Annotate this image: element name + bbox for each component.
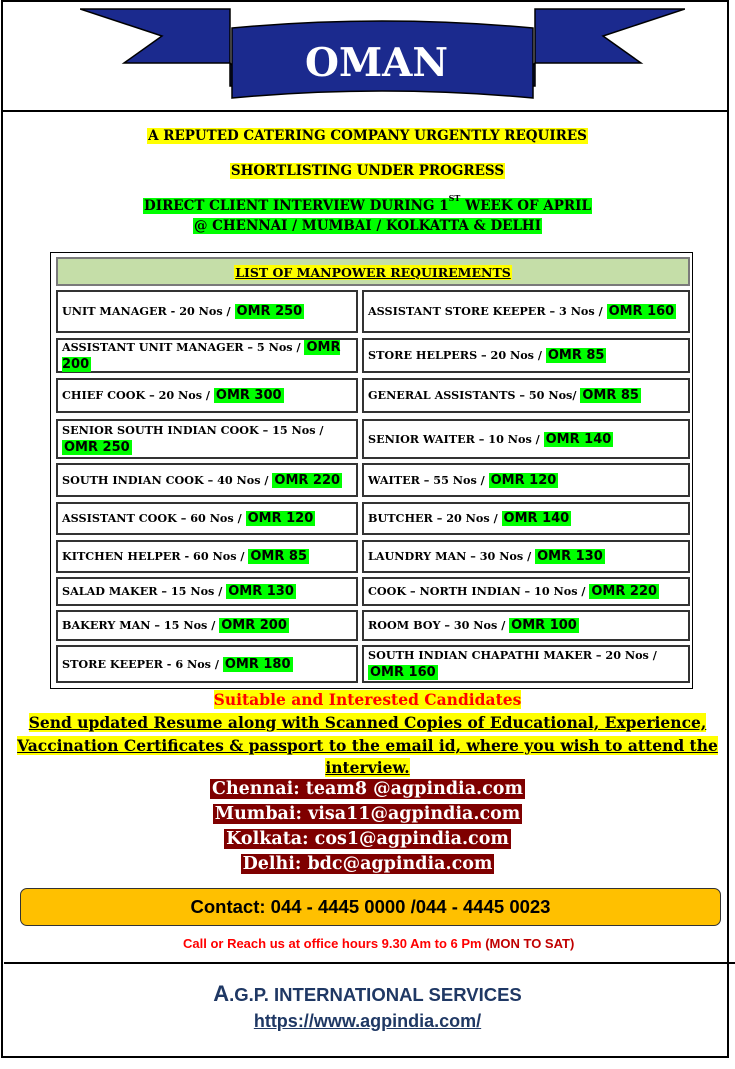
salary-badge: OMR 85 [250, 549, 307, 564]
role-label: STORE HELPERS – 20 Nos / [368, 348, 546, 362]
table-cell [362, 378, 690, 413]
salary-badge: OMR 160 [370, 665, 436, 680]
table-cell [56, 338, 358, 373]
table-cell [56, 463, 358, 497]
headline-1: A REPUTED CATERING COMPANY URGENTLY REQUIRES [148, 128, 587, 144]
instructions-line-3: interview. [325, 758, 410, 777]
cell-content [368, 583, 659, 600]
salary-badge: OMR 250 [236, 304, 303, 319]
cell-content [62, 339, 352, 373]
table-cell [362, 338, 690, 373]
salary-badge: OMR 250 [64, 440, 130, 455]
cell-content [368, 617, 579, 634]
cell-content [62, 583, 296, 600]
role-label: BUTCHER – 20 Nos / [368, 511, 502, 525]
cell-content [62, 387, 284, 404]
email-kolkata: Kolkata: cos1@agpindia.com [226, 829, 509, 849]
role-label: SALAD MAKER – 15 Nos / [62, 584, 227, 598]
salary-badge: OMR 200 [62, 339, 341, 372]
cell-content [62, 656, 293, 673]
cell-content [62, 422, 352, 456]
table-cell [56, 419, 358, 459]
cell-content [368, 387, 641, 404]
office-hours: Call or Reach us at office hours 9.30 Am to 6 Pm (MON TO SAT) [183, 936, 575, 951]
salary-badge: OMR 85 [582, 388, 639, 403]
role-label: UNIT MANAGER - 20 Nos / [62, 304, 235, 318]
role-label: BAKERY MAN – 15 Nos / [62, 618, 220, 632]
cell-content [368, 548, 605, 565]
table-cell [362, 577, 690, 606]
website-link[interactable]: https://www.agpindia.com/ [253, 1011, 482, 1031]
table-cell [56, 645, 358, 683]
salary-badge: OMR 140 [545, 431, 612, 447]
salary-badge: OMR 160 [608, 304, 675, 319]
banner-title: OMAN [304, 40, 449, 86]
role-label: ASSISTANT COOK – 60 Nos / [62, 511, 246, 525]
cell-content [62, 548, 309, 565]
headline-3: DIRECT CLIENT INTERVIEW DURING 1ST WEEK OF APRIL [144, 193, 591, 214]
table-cell [362, 419, 690, 459]
cell-content [368, 510, 571, 527]
email-delhi: Delhi: bdc@agpindia.com [242, 854, 493, 874]
table-cell [56, 577, 358, 606]
bottom-divider [4, 962, 735, 964]
contact-box: Contact: 044 - 4445 0000 /044 - 4445 0023 [20, 888, 721, 926]
salary-badge: OMR 120 [490, 472, 557, 488]
cell-content [368, 647, 684, 681]
top-divider [1, 110, 729, 112]
instructions-line-2: Vaccination Certificates & passport to the email id, where you wish to attend the [17, 736, 718, 755]
role-label: SOUTH INDIAN COOK – 40 Nos / [62, 472, 273, 487]
table-cell [56, 378, 358, 413]
table-heading: LIST OF MANPOWER REQUIREMENTS [56, 257, 690, 286]
email-mumbai: Mumbai: visa11@agpindia.com [214, 804, 521, 824]
cell-content [368, 472, 558, 489]
role-label: SENIOR SOUTH INDIAN COOK – 15 Nos / [62, 423, 324, 437]
salary-badge: OMR 140 [503, 511, 570, 526]
role-label: KITCHEN HELPER - 60 Nos / [62, 549, 249, 563]
headline-2: SHORTLISTING UNDER PROGRESS [230, 163, 505, 179]
table-cell [362, 290, 690, 333]
cell-content [368, 303, 676, 320]
cell-content [62, 510, 315, 527]
salary-badge: OMR 220 [274, 472, 341, 488]
candidates-heading: Suitable and Interested Candidates [213, 690, 522, 709]
cell-content [368, 347, 606, 364]
role-label: CHIEF COOK – 20 Nos / [62, 388, 214, 402]
role-label: SOUTH INDIAN CHAPATHI MAKER – 20 Nos / [368, 648, 657, 662]
cell-content [62, 472, 342, 489]
salary-badge: OMR 85 [547, 348, 605, 363]
table-cell [362, 645, 690, 683]
company-name: A.G.P. INTERNATIONAL SERVICES [213, 981, 522, 1006]
table-cell [56, 290, 358, 333]
role-label: STORE KEEPER - 6 Nos / [62, 656, 223, 671]
table-cell [362, 463, 690, 497]
role-label: COOK – NORTH INDIAN – 10 Nos / [368, 584, 590, 598]
table-cell [56, 502, 358, 535]
table-cell [362, 610, 690, 641]
salary-badge: OMR 220 [591, 584, 658, 599]
email-chennai: Chennai: team8 @agpindia.com [212, 779, 523, 799]
salary-badge: OMR 180 [224, 656, 291, 672]
role-label: ASSISTANT STORE KEEPER – 3 Nos / [368, 304, 607, 318]
cell-content [62, 617, 289, 634]
role-label: ASSISTANT UNIT MANAGER – 5 Nos / [62, 339, 305, 354]
instructions-line-1: Send updated Resume along with Scanned Copies of Educational, Experience, [28, 713, 707, 732]
role-label: GENERAL ASSISTANTS – 50 Nos/ [368, 388, 581, 402]
salary-badge: OMR 130 [537, 549, 603, 564]
role-label: ROOM BOY – 30 Nos / [368, 618, 510, 632]
role-label: WAITER – 55 Nos / [368, 472, 489, 487]
salary-badge: OMR 120 [247, 511, 314, 526]
cell-content [62, 303, 304, 320]
salary-badge: OMR 100 [511, 618, 577, 633]
salary-badge: OMR 130 [228, 584, 294, 599]
headline-4: @ CHENNAI / MUMBAI / KOLKATTA & DELHI [193, 218, 542, 234]
table-cell [56, 610, 358, 641]
table-cell [56, 540, 358, 573]
table-cell [362, 502, 690, 535]
table-cell [362, 540, 690, 573]
role-label: LAUNDRY MAN – 30 Nos / [368, 549, 536, 563]
cell-content [368, 431, 613, 448]
role-label: SENIOR WAITER – 10 Nos / [368, 431, 544, 446]
salary-badge: OMR 300 [215, 388, 282, 403]
salary-badge: OMR 200 [221, 618, 287, 633]
